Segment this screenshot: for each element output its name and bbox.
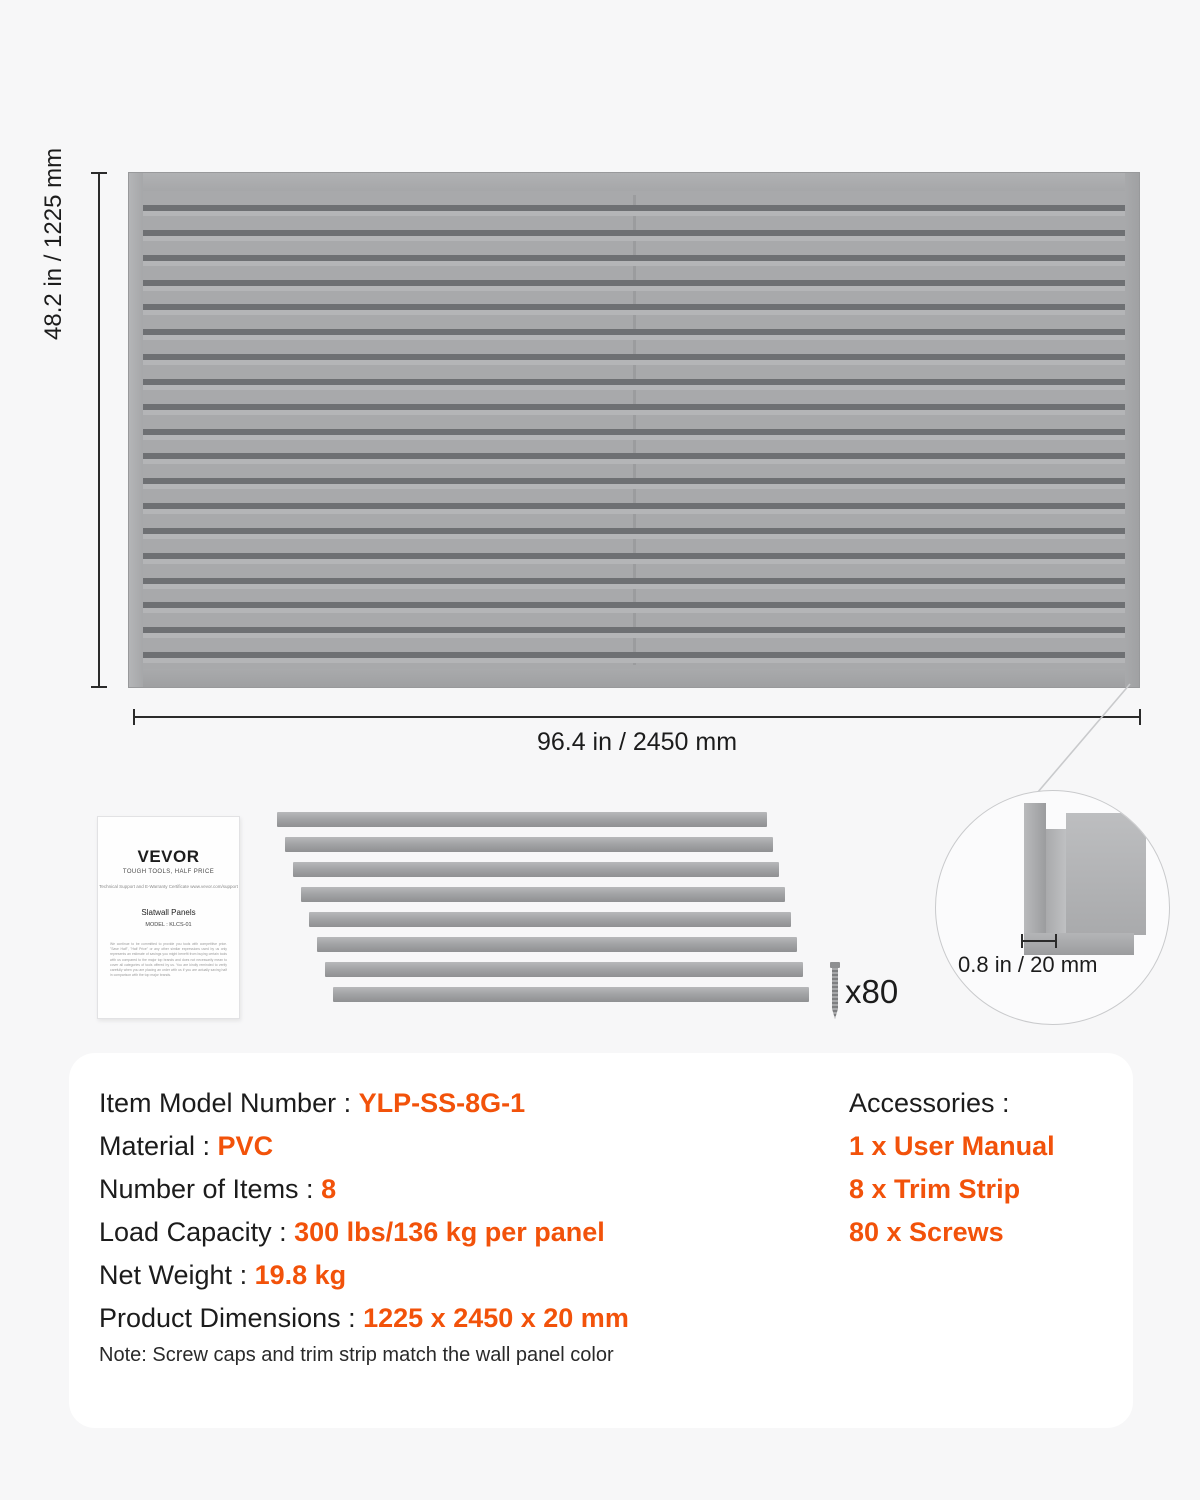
panel-bottom-edge — [129, 669, 1139, 687]
spec-row — [99, 1168, 799, 1211]
panel-slat — [143, 602, 1125, 608]
spec-row — [99, 1211, 799, 1254]
panel-slat — [143, 627, 1125, 633]
panel-slat — [143, 404, 1125, 410]
height-dimension-label: 48.2 in / 1225 mm — [40, 147, 67, 340]
manual-product-title: Slatwall Panels — [141, 907, 196, 917]
panel-slat — [143, 354, 1125, 360]
spec-value: 1225 x 2450 x 20 mm — [363, 1303, 629, 1333]
panel-slat — [143, 379, 1125, 385]
specification-card — [69, 1053, 1133, 1428]
accessory-item: 80 x Screws — [849, 1217, 1004, 1247]
spec-value: 300 lbs/136 kg per panel — [294, 1217, 605, 1247]
panel-slat — [143, 329, 1125, 335]
spec-value: YLP-SS-8G-1 — [358, 1088, 526, 1118]
screw-head — [830, 962, 840, 968]
screw-icon — [830, 962, 840, 1019]
panel-slat — [143, 230, 1125, 236]
accessory-item: 1 x User Manual — [849, 1131, 1055, 1161]
spec-note: Note: Screw caps and trim strip match the wall panel color — [99, 1344, 614, 1366]
accessories-title: Accessories : — [849, 1088, 1010, 1118]
panel-slat-area — [143, 195, 1125, 665]
spec-label: Number of Items : — [99, 1174, 322, 1204]
trim-strip — [309, 912, 791, 927]
accessories-list — [849, 1082, 1119, 1254]
screw-count-label: x80 — [845, 973, 899, 1010]
spec-label: Product Dimensions : — [99, 1303, 364, 1333]
spec-row — [99, 1297, 799, 1340]
manual-model-line: MODEL : KLCS-01 — [145, 921, 192, 928]
panel-slat — [143, 255, 1125, 261]
screw-shaft — [832, 968, 838, 1019]
panel-slat — [143, 503, 1125, 509]
accessory-item: 8 x Trim Strip — [849, 1174, 1021, 1204]
manual-support-text: Technical Support and E-Warranty Certificate www.vevor.com/support — [99, 884, 238, 889]
width-dimension-line — [133, 716, 1141, 718]
spec-label: Item Model Number : — [99, 1088, 359, 1118]
spec-row — [99, 1125, 799, 1168]
thickness-dimension-line — [1021, 940, 1057, 942]
trim-strip-stack — [277, 812, 822, 1019]
manual-tagline: TOUGH TOOLS, HALF PRICE — [122, 869, 215, 875]
panel-slat — [143, 453, 1125, 459]
trim-strip — [325, 962, 803, 977]
width-dimension-label: 96.4 in / 2450 mm — [536, 728, 738, 756]
slatwall-panel-illustration — [128, 172, 1140, 688]
trim-strip — [301, 887, 785, 902]
spec-row — [99, 1254, 799, 1297]
panel-right-edge — [1125, 173, 1139, 687]
trim-strip — [293, 862, 779, 877]
thickness-dimension-label: 0.8 in / 20 mm — [958, 952, 1098, 977]
spec-value: 8 — [321, 1174, 337, 1204]
panel-slat — [143, 205, 1125, 211]
trim-strip — [277, 812, 767, 827]
panel-slat — [143, 304, 1125, 310]
height-dimension-line — [98, 172, 100, 688]
spec-value: 19.8 kg — [254, 1260, 347, 1290]
spec-value: PVC — [217, 1131, 274, 1161]
panel-top-edge — [129, 173, 1139, 191]
manual-body-text: We continue to be committed to provide you tools with competitive price. "Save Half", "Half Price" or any other similar expressions used by us only represents an estimate of savings you might benefit from buying certain tools with us compared to the major top brands and does not necessarily mean to cover all categories of tools offered by us. You are kindly reminded to verify carefully when you are placing an order with us if you are actually saving half in comparison with the top major brands. — [110, 941, 227, 978]
trim-strip — [333, 987, 809, 1002]
panel-left-edge — [129, 173, 143, 687]
spec-list — [99, 1082, 799, 1340]
manual-brand-logo: VEVOR — [137, 847, 200, 866]
trim-strip — [317, 937, 797, 952]
panel-slat — [143, 528, 1125, 534]
panel-slat — [143, 553, 1125, 559]
edge-profile-callout — [935, 790, 1170, 1025]
trim-strip — [285, 837, 773, 852]
panel-slat — [143, 478, 1125, 484]
spec-label: Load Capacity : — [99, 1217, 295, 1247]
user-manual-illustration — [97, 816, 240, 1019]
spec-label: Net Weight : — [99, 1260, 255, 1290]
panel-slat — [143, 578, 1125, 584]
spec-label: Material : — [99, 1131, 218, 1161]
profile-back-face — [1066, 813, 1146, 935]
panel-slat — [143, 652, 1125, 658]
panel-slat — [143, 429, 1125, 435]
profile-lip — [1046, 829, 1066, 934]
panel-slat — [143, 280, 1125, 286]
profile-front-face — [1024, 803, 1046, 953]
spec-row — [99, 1082, 799, 1125]
